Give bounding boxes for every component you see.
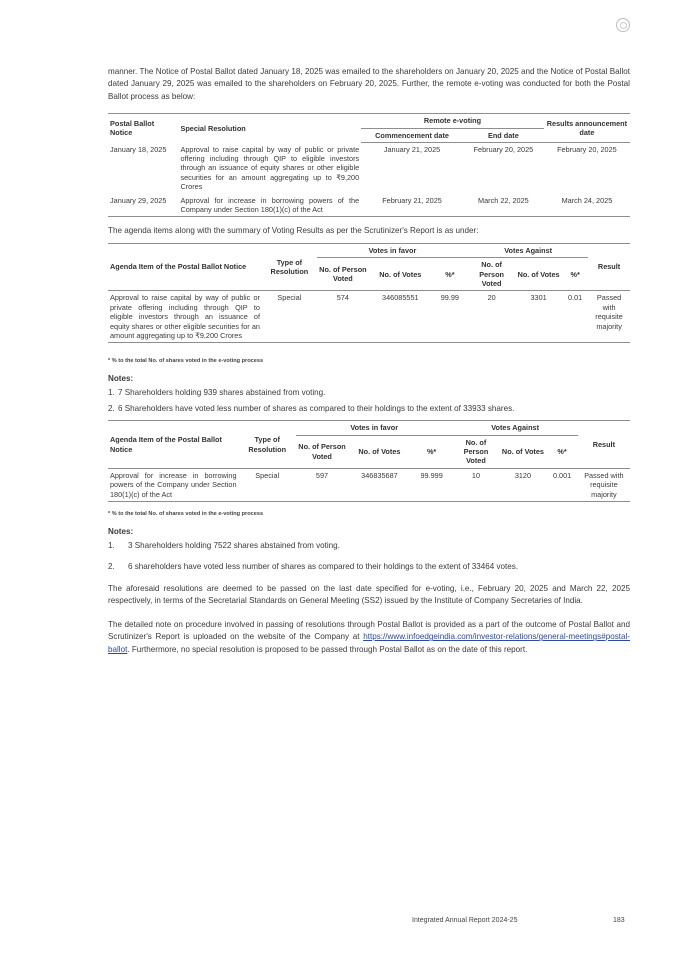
table-row [108,468,630,501]
header-votes-against: Votes Against [452,421,577,435]
list-item [108,387,630,399]
intro-paragraph: manner. The Notice of Postal Ballot dated January 18, 2025 was emailed to the shareholders on January 20, 2025 and the Notice of Postal Ballot dated January 29, 2025 was emailed to the shareholders on February 20, 2025. Further, the remote e-voting was conducted for both the Postal Ballot process as below: [108,67,630,101]
agenda-intro: The agenda items along with the summary of Voting Results as per the Scrutinizer's Report is as under: [108,226,479,236]
header-votes-favour: Votes in favor [296,421,453,435]
procedure-paragraph [108,619,630,656]
header-pct-favour: %* [411,435,453,468]
row-result: Passed with requisite majority [595,293,623,331]
report-title-footer: Integrated Annual Report 2024-25 [412,917,518,924]
row-results: February 20, 2025 [557,145,617,155]
row-favour-votes: 346835687 [361,470,398,480]
header-type: Type of Resolution [262,243,317,291]
note-text: 6 Shareholders have voted less number of shares as compared to their holdings to the extent of 33933 shares. [118,403,515,413]
row-commencement: January 21, 2025 [383,145,441,155]
note-text: 6 shareholders have voted less number of shares as compared to their holdings to the extent of 33464 votes. [128,561,519,571]
header-commencement: Commencement date [361,128,463,142]
header-votes-count-against: No. of Votes [499,435,546,468]
voting-results-table-1 [108,243,630,344]
row-favour-persons: 574 [336,293,349,303]
header-persons-against: No. of Person Voted [452,435,499,468]
notes-heading: Notes: [108,374,134,384]
note-number: 1. [108,388,115,398]
header-votes-against: Votes Against [468,243,588,257]
row-against-pct: 0.01 [568,293,583,303]
header-pct-against: %* [562,258,588,291]
list-item [108,403,630,415]
header-votes-favour: Votes in favor [317,243,468,257]
row-favour-votes: 346085551 [382,293,419,303]
notes-heading: Notes: [108,527,134,537]
header-persons-favour: No. of Person Voted [317,258,369,291]
row-against-pct: 0.001 [552,470,572,480]
header-results: Results announcement date [544,114,630,143]
procedure-text-end: . Furthermore, no special resolution is proposed to be passed through Postal Ballot as on the date of this report. [127,644,528,654]
header-persons-favour: No. of Person Voted [296,435,348,468]
header-persons-against: No. of Person Voted [468,258,515,291]
header-remote-evoting: Remote e-voting [361,114,544,128]
schedule-table [108,113,630,217]
header-result: Result [588,243,630,291]
list-item [108,561,630,573]
postal-ballot-link[interactable]: https://www.infoedgeindia.com/investor-relations/general-meetings#postal-ballot [108,632,630,654]
corner-logo-icon [616,18,630,32]
row-against-votes: 3120 [514,470,532,480]
row-against-persons: 10 [471,470,481,480]
row-end-date: February 20, 2025 [473,145,534,155]
note-number: 2. [108,403,115,413]
footnote: * % to the total No. of shares voted in the e-voting process [108,511,264,518]
table-row [108,291,630,343]
header-result: Result [578,421,630,469]
row-type: Special [255,470,280,480]
header-special-resolution: Special Resolution [180,123,246,133]
row-type: Special [277,293,302,303]
list-item [108,540,630,552]
row-result: Passed with requisite majority [584,470,624,499]
procedure-text: The detailed note on procedure involved in passing of resolutions through Postal Ballot is provided as a part of the outcome of Postal Ballot and Scrutinizer's Report is uploaded on the website of the Company at [108,619,630,642]
note-text: 7 Shareholders holding 939 shares abstained from voting. [118,388,326,398]
row-resolution: Approval to raise capital by way of public or private offering including through QIP to eligible investors through an issuance of equity shares or other eligible securities for an amount aggregating up to ₹9,200 Crores [180,144,360,192]
row-end-date: March 22, 2025 [478,195,529,205]
table-row [108,143,630,194]
row-commencement: February 21, 2025 [382,195,442,205]
note-text: 3 Shareholders holding 7522 shares abstained from voting. [128,541,340,551]
table-row [108,194,630,217]
header-votes-count-against: No. of Votes [515,258,562,291]
header-type: Type of Resolution [239,421,296,469]
row-notice: January 29, 2025 [110,195,167,205]
row-resolution: Approval for increase in borrowing powers of the Company under Section 180(1)(c) of the Act [180,195,360,214]
voting-results-table-2 [108,420,630,502]
header-end-date: End date [463,128,544,142]
page-number: 183 [613,917,625,924]
header-votes-count-favour: No. of Votes [348,435,411,468]
row-favour-persons: 597 [315,470,329,480]
row-notice: January 18, 2025 [110,144,167,154]
resolutions-passed-paragraph: The aforesaid resolutions are deemed to be passed on the last date specified for e-voting, i.e., February 20, 2025 and March 22, 2025 respectively, in terms of the Secretarial Standards on General Meeting (SS2) issued by the Institute of Company Secretaries of India. [108,583,630,606]
header-agenda: Agenda Item of the Postal Ballot Notice [108,243,262,291]
row-favour-pct: 99.999 [420,470,443,480]
note-number: 1. [108,541,115,551]
footnote: * % to the total No. of shares voted in the e-voting process [108,358,264,365]
header-notice: Postal Ballot Notice [110,118,155,138]
row-favour-pct: 99.99 [440,293,459,303]
note-number: 2. [108,561,115,571]
row-results: March 24, 2025 [561,195,613,205]
row-against-votes: 3301 [530,293,547,303]
row-against-persons: 20 [487,293,496,303]
header-agenda: Agenda Item of the Postal Ballot Notice [108,421,239,469]
row-agenda: Approval to raise capital by way of public or private offering including through QIP to eligible investors through an issuance of equity shares or other eligible securities for an amount aggregating up to ₹9,200 Crores [110,293,260,341]
page-content [108,66,630,656]
header-pct-favour: %* [432,258,469,291]
header-pct-against: %* [546,435,577,468]
row-agenda: Approval for increase in borrowing powers of the Company under Section 180(1)(c) of the Act [110,470,237,499]
header-votes-count-favour: No. of Votes [369,258,432,291]
